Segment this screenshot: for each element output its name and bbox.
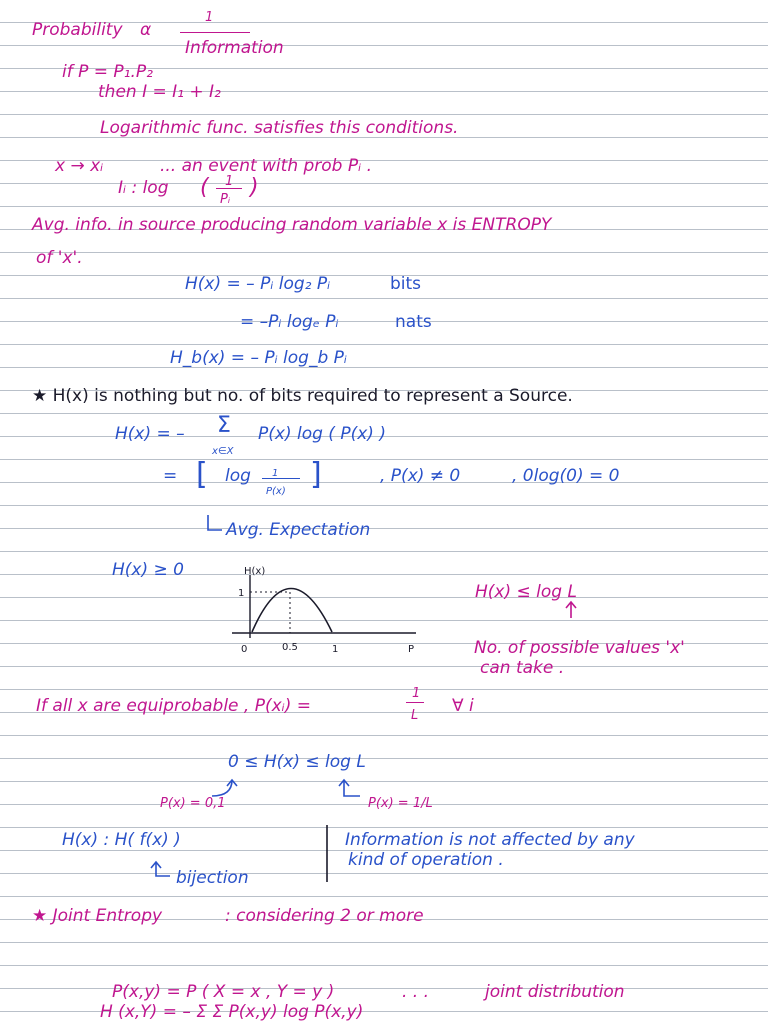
- entropy-sum-lhs: H(x) = –: [115, 424, 185, 444]
- joint-prob-def: P(x,y) = P ( X = x , Y = y ): [112, 982, 335, 1002]
- equiprob-numerator: 1: [412, 686, 421, 701]
- entropy-curve: [252, 589, 332, 633]
- open-bracket: [: [196, 457, 208, 492]
- px-nonzero: , P(x) ≠ 0: [380, 466, 461, 486]
- info-unaffected-2: kind of operation .: [348, 850, 504, 870]
- joint-entropy-heading: ★ Joint Entropy: [32, 906, 163, 926]
- probability-label: Probability: [32, 20, 123, 40]
- info-formula: Iᵢ : log: [118, 178, 169, 198]
- info-unaffected-1: Information is not affected by any: [345, 830, 635, 850]
- entropy-nats-formula: = –Pᵢ logₑ Pᵢ: [240, 312, 339, 332]
- sum-index: x∈X: [212, 446, 234, 457]
- bijection-label: bijection: [176, 868, 249, 888]
- graph-x-axis-label: P: [408, 644, 415, 655]
- event-text: ... an event with prob Pᵢ .: [160, 156, 372, 176]
- min-bound-arrow: [212, 780, 237, 796]
- open-paren: (: [200, 175, 209, 200]
- can-take-note: can take .: [480, 658, 565, 678]
- entropy-nonnegative: H(x) ≥ 0: [112, 560, 184, 580]
- if-condition: if P = P₁.P₂: [62, 62, 153, 82]
- entropy-upper-bound: H(x) ≤ log L: [475, 582, 577, 602]
- entropy-bits-formula: H(x) = – Pᵢ log₂ Pᵢ: [185, 274, 331, 294]
- fraction-numerator: 1: [205, 10, 214, 25]
- zero-log-zero: , 0log(0) = 0: [512, 466, 620, 486]
- equals-sign: =: [163, 466, 178, 486]
- max-bound-arrow: [339, 780, 360, 796]
- bijection-formula: H(x) : H( f(x) ): [62, 830, 181, 850]
- equiprob-denominator: L: [411, 708, 419, 723]
- nats-unit: nats: [395, 312, 432, 332]
- joint-distribution-label: joint distribution: [485, 982, 625, 1002]
- equiprobable-line: If all x are equiprobable , P(xᵢ) =: [36, 696, 311, 716]
- graph-y-axis-label: H(x): [244, 566, 266, 577]
- possible-values-note: No. of possible values 'x': [474, 638, 685, 658]
- info-numerator: 1: [225, 174, 234, 189]
- proportional-symbol: α: [140, 20, 152, 40]
- then-condition: then I = I₁ + I₂: [98, 82, 221, 102]
- graph-y-tick-1: 1: [238, 588, 245, 599]
- close-paren: ): [250, 175, 259, 200]
- joint-considering: : considering 2 or more: [225, 906, 424, 926]
- avg-info-line: Avg. info. in source producing random variable x is ENTROPY: [32, 215, 552, 235]
- avg-expectation-label: Avg. Expectation: [226, 520, 371, 540]
- graph-x-tick-05: 0.5: [282, 642, 298, 653]
- entropy-bounds: 0 ≤ H(x) ≤ log L: [228, 752, 366, 772]
- expectation-numerator: 1: [272, 468, 279, 479]
- entropy-base-b-formula: H_b(x) = – Pᵢ log_b Pᵢ: [170, 348, 347, 368]
- close-bracket: ]: [310, 457, 322, 492]
- for-all-i: ∀ i: [452, 696, 474, 716]
- bits-unit: bits: [390, 274, 422, 294]
- bijection-arrow: [151, 862, 170, 876]
- info-denominator: Pᵢ: [220, 192, 231, 207]
- joint-dots: . . .: [402, 982, 430, 1002]
- entropy-bits-statement: ★ H(x) is nothing but no. of bits required to represent a Source.: [32, 386, 573, 406]
- fraction-denominator: Information: [185, 38, 284, 58]
- expectation-denominator: P(x): [266, 486, 286, 497]
- of-x-line: of 'x'.: [36, 248, 83, 268]
- sum-symbol: Σ: [217, 413, 231, 438]
- logarithmic-note: Logarithmic func. satisfies this conditions.: [100, 118, 459, 138]
- entropy-sum-rhs: P(x) log ( P(x) ): [258, 424, 386, 444]
- upper-bound-arrow: [566, 602, 576, 618]
- max-condition: P(x) = 1/L: [368, 796, 433, 811]
- avg-expectation-arrow: [208, 515, 222, 530]
- expectation-log: log: [225, 466, 251, 486]
- min-condition: P(x) = 0,1: [160, 796, 226, 811]
- graph-origin: 0: [241, 644, 248, 655]
- graph-x-tick-1: 1: [332, 644, 339, 655]
- joint-entropy-formula: H (x,Y) = – Σ Σ P(x,y) log P(x,y): [100, 1002, 364, 1022]
- event-x: x → xᵢ: [55, 156, 104, 176]
